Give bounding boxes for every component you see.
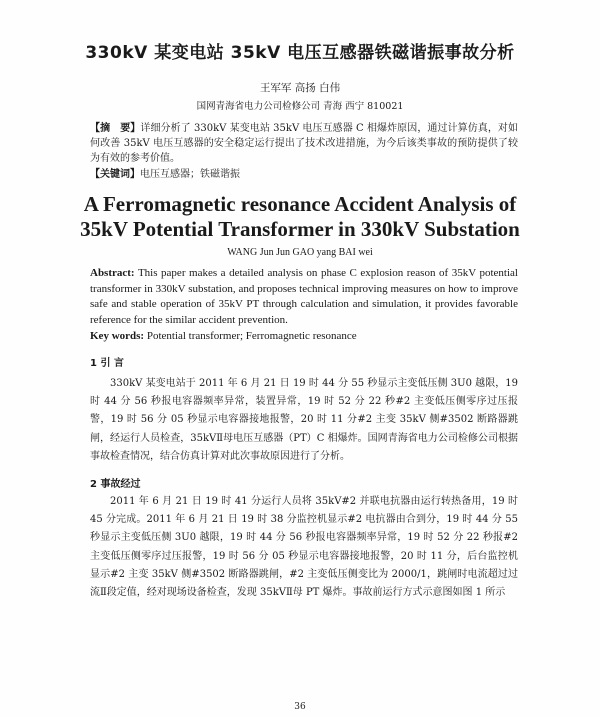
english-abstract-text: This paper makes a detailed analysis on phase C explosion reason of 35kV potential transformer in 330kV substation, and proposes technical improving measures on how to improve safe and stable operation of 35kV PT through calculation and simulation, it provides favorable reference for the similar accident prevention. — [90, 267, 518, 327]
chinese-abstract — [90, 121, 518, 166]
english-abstract — [90, 266, 518, 329]
chinese-keywords-text: 电压互感器；铁磁谐振 — [140, 169, 240, 180]
chinese-authors: 王军军 高扬 白伟 — [259, 82, 341, 94]
english-abstract-label: Abstract: — [90, 267, 135, 279]
section-1-paragraph: 330kV 某变电站于 2011 年 6 月 21 日 19 时 44 分 55 秒显示主变低压侧 3U0 越限，19 时 44 分 56 秒报电容器频率异常，装置异常，19 时 52 分 22 秒#2 主变低压侧零序过压报警，19 时 56 分 05 秒显示电容器接地报警，20 时 11 分#2 主变 35kV 侧#3502 断路器跳闸，经运行人员检查，35kVⅡ母电压互感器（PT）C 相爆炸。国网青海省电力公司检修公司根据事故检查情况，结合仿真计算对此次事故原因进行了分析。 — [90, 378, 518, 462]
section-2-heading: 2 事故经过 — [90, 479, 141, 490]
section-1-heading: 1 引 言 — [90, 358, 124, 369]
page-number: 36 — [294, 702, 306, 712]
english-keywords — [90, 329, 518, 344]
section-2-paragraph: 2011 年 6 月 21 日 19 时 41 分运行人员将 35kV#2 并联电抗器由运行转热备用，19 时 45 分完成。2011 年 6 月 21 日 19 时 38 分监控机显示#2 电抗器由合到分，19 时 44 分 55 秒显示主变低压侧 3U0 越限，19 时 44 分 56 秒报电容器频率异常，19 时 52 分 22 秒报#2 主变低压侧零序过压报警，19 时 56 分 05 秒显示电容器接地报警，20 时 11 分，后台监控机显示#2 主变 35kV 侧#3502 断路器跳闸，#2 主变低压侧变比为 2000/1，跳闸时电流超过过流Ⅱ段定值，经对现场设备检查，发现 35kVⅡ母 PT 爆炸。事故前运行方式示意图如图 1 所示 — [90, 496, 518, 599]
english-authors: WANG Jun Jun GAO yang BAI wei — [227, 247, 373, 258]
chinese-keywords — [90, 167, 518, 182]
english-keywords-text: Potential transformer; Ferromagnetic resonance — [146, 330, 357, 342]
chinese-affiliation: 国网青海省电力公司检修公司 青海 西宁 810021 — [196, 101, 404, 112]
english-title-line-2: 35kV Potential Transformer in 330kV Substation — [80, 217, 520, 241]
chinese-abstract-label: 【摘 要】 — [90, 123, 141, 134]
english-title — [0, 192, 600, 242]
chinese-title: 330kV 某变电站 35kV 电压互感器铁磁谐振事故分析 — [85, 43, 515, 63]
english-title-line-1: A Ferromagnetic resonance Accident Analysis of — [83, 192, 517, 216]
chinese-keywords-label: 【关键词】 — [90, 169, 140, 180]
chinese-abstract-text: 详细分析了 330kV 某变电站 35kV 电压互感器 C 相爆炸原因，通过计算仿真，对如何改善 35kV 电压互感器的安全稳定运行提出了技术改进措施，为今后该类事故的预防提供了较为有效的参考价值。 — [90, 123, 518, 164]
english-keywords-label: Key words: — [90, 330, 145, 342]
